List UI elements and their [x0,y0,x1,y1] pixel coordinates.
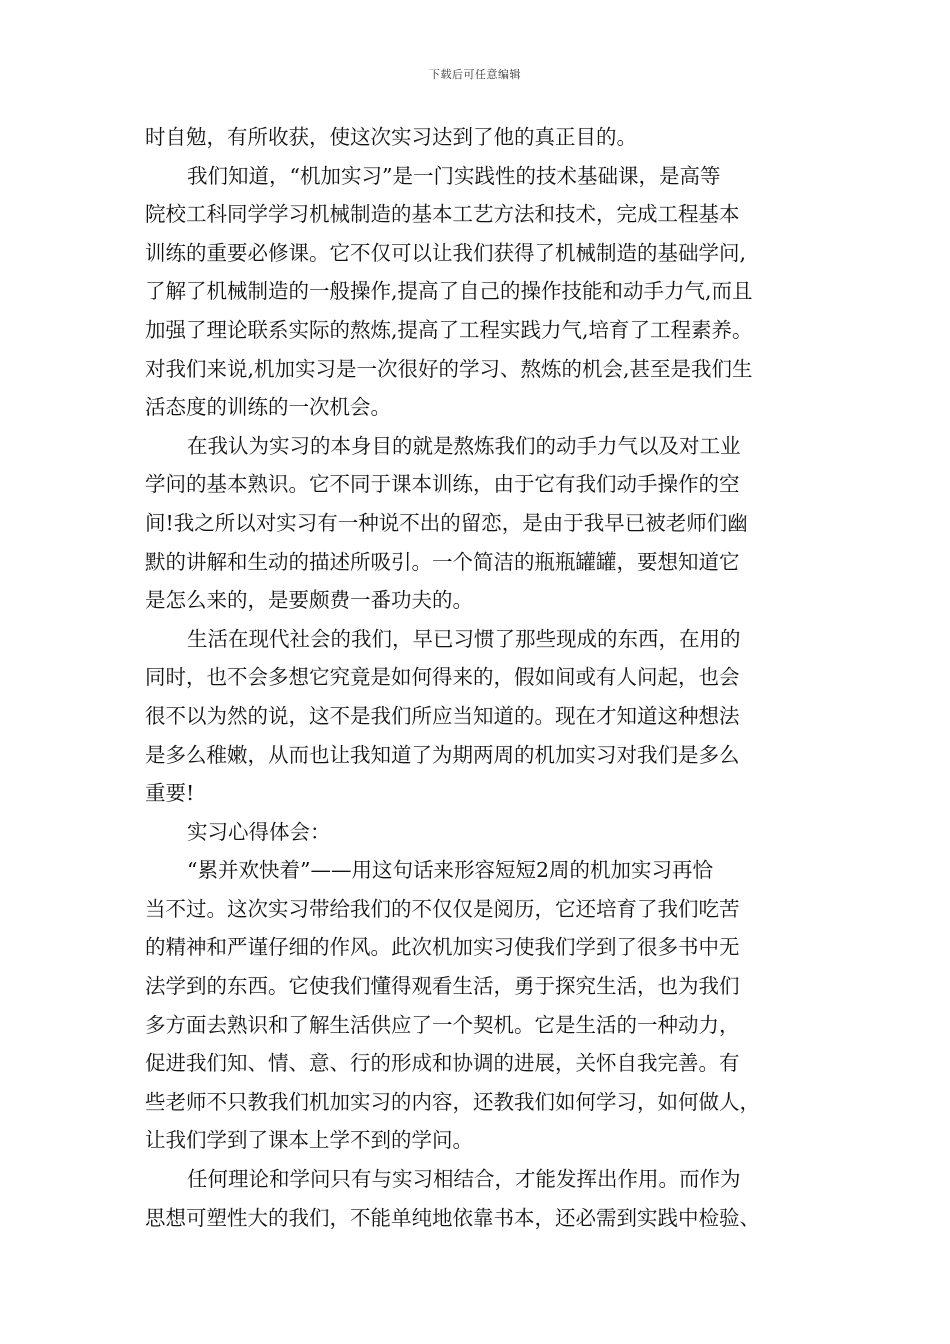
text-line: 生活在现代社会的我们，早已习惯了那些现成的东西，在用的 [187,626,741,651]
text-line: 默的讲解和生动的描述所吸引。一个简洁的瓶瓶罐罐，要想知道它 [145,549,740,574]
text-line: 很不以为然的说，这不是我们所应当知道的。现在才知道这种想法 [145,703,740,728]
text-line: 了解了机械制造的一般操作,提高了自己的操作技能和动手力气,而且 [145,279,753,304]
text-line: 些老师不只教我们机加实习的内容，还教我们如何学习，如何做人， [145,1089,760,1114]
text-line: 思想可塑性大的我们，不能单纯地依靠书本，还必需到实践中检验、 [145,1205,760,1230]
text-line: 是多么稚嫩，从而也让我知道了为期两周的机加实习对我们是多么 [145,742,740,767]
text-line: 法学到的东西。它使我们懂得观看生活，勇于探究生活，也为我们 [145,974,740,999]
text-line: 多方面去熟识和了解生活供应了一个契机。它是生活的一种动力， [145,1012,740,1037]
page-header: 下载后可任意编辑 [429,68,521,81]
text-line: 是怎么来的，是要颇费一番功夫的。 [145,588,473,613]
text-line: 促进我们知、情、意、行的形成和协调的进展，关怀自我完善。有 [145,1051,740,1076]
text-line: 训练的重要必修课。它不仅可以让我们获得了机械制造的基础学问, [145,240,747,265]
text-line: 间!我之所以对实习有一种说不出的留恋，是由于我早已被老师们幽 [145,510,748,535]
text-line: 实习心得体会： [187,819,331,844]
text-line: 任何理论和学问只有与实习相结合，才能发挥出作用。而作为 [187,1167,741,1192]
text-line: 学问的基本熟识。它不同于课本训练，由于它有我们动手操作的空 [145,472,740,497]
text-line: 的精神和严谨仔细的作风。此次机加实习使我们学到了很多书中无 [145,935,740,960]
text-line: 同时，也不会多想它究竟是如何得来的，假如间或有人问起，也会 [145,665,740,690]
document-body [145,118,825,1237]
text-line: 在我认为实习的本身目的就是熬炼我们的动手力气以及对工业 [187,433,741,458]
text-line: 活态度的训练的一次机会。 [145,395,391,420]
text-line: 加强了理论联系实际的熬炼,提高了工程实践力气,培育了工程素养。 [145,317,753,342]
text-line: 重要! [145,781,195,806]
text-line: 我们知道，“机加实习”是一门实践性的技术基础课，是高等 [187,163,721,188]
text-line: 对我们来说,机加实习是一次很好的学习、熬炼的机会,甚至是我们生 [145,356,753,381]
text-line: “累并欢快着”——用这句话来形容短短2周的机加实习再恰 [187,858,714,883]
text-line: 当不过。这次实习带给我们的不仅仅是阅历，它还培育了我们吃苦 [145,896,740,921]
text-line: 时自勉，有所收获，使这次实习达到了他的真正目的。 [145,125,637,149]
text-line: 院校工科同学学习机械制造的基本工艺方法和技术，完成工程基本 [145,202,740,227]
text-line: 让我们学到了课本上学不到的学问。 [145,1128,473,1153]
